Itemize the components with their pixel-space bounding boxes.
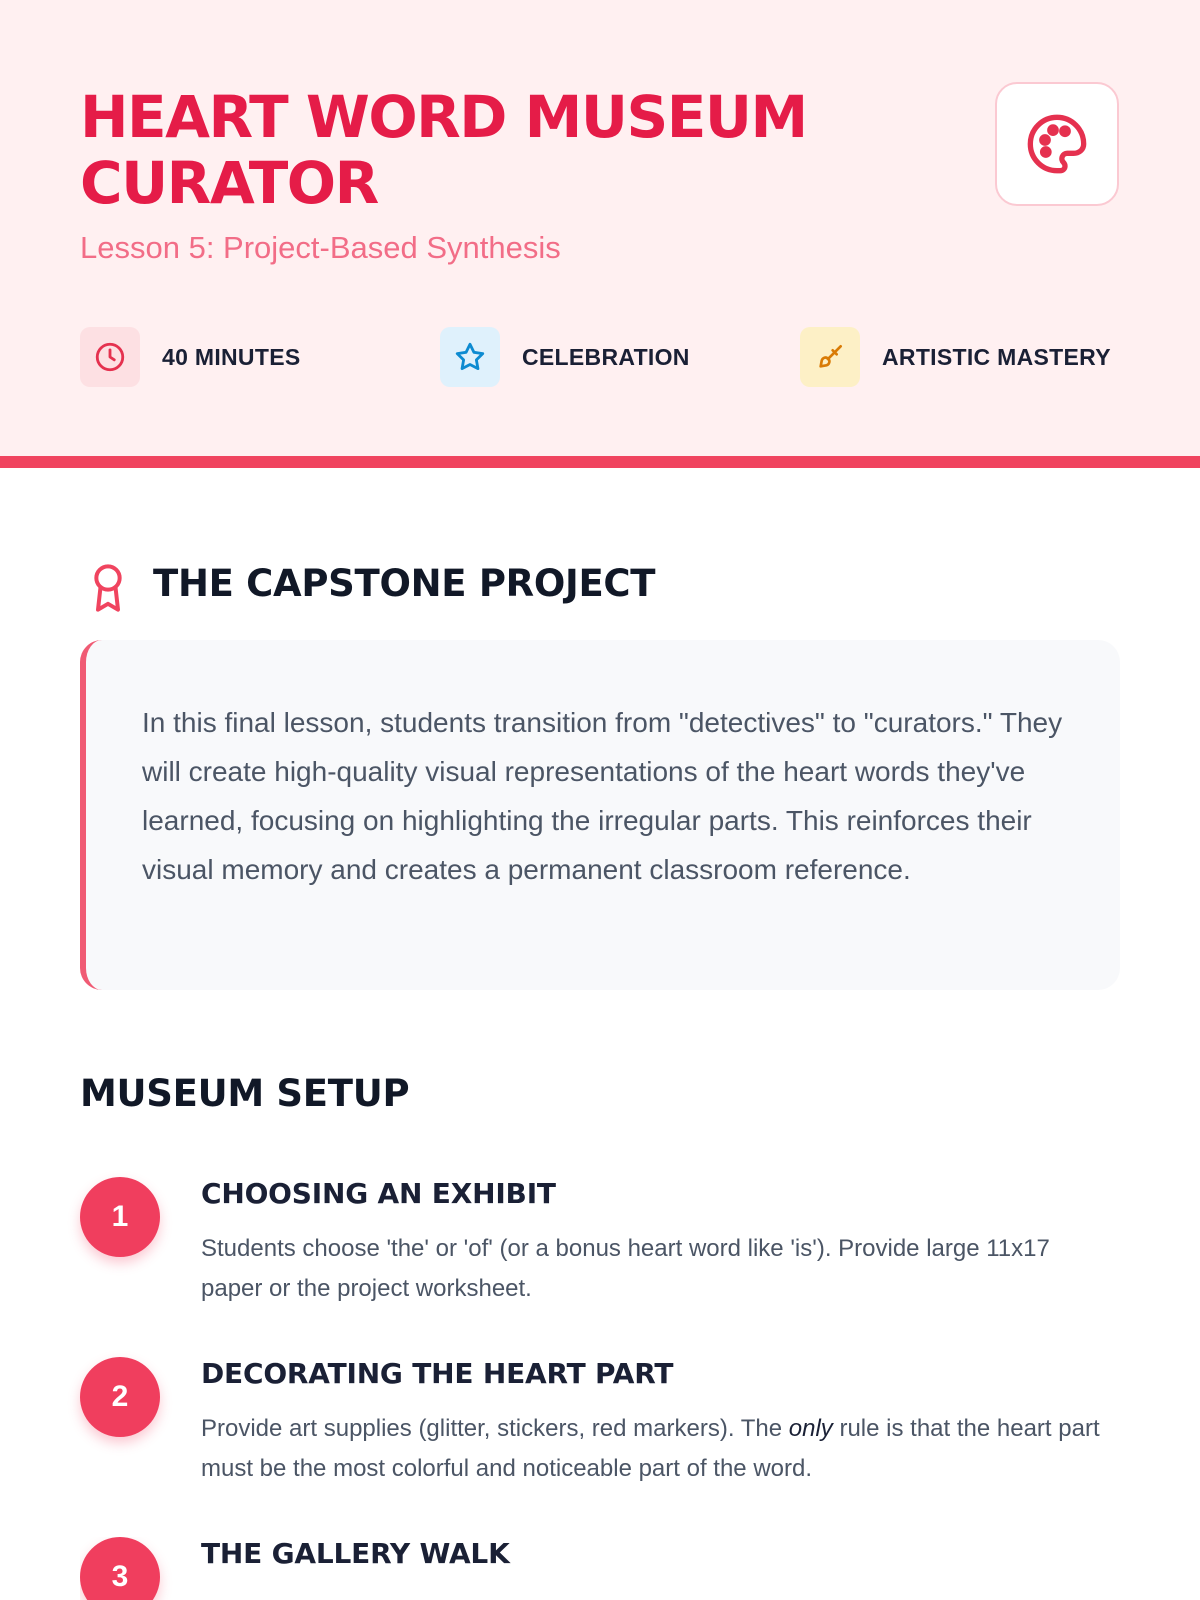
meta-mastery-label: ARTISTIC MASTERY <box>882 343 1111 370</box>
step-description-part: rule is that the heart part must be the most colorful and noticeable part of the word. <box>201 1415 1100 1482</box>
lesson-header <box>0 0 1200 468</box>
palette-icon <box>1025 112 1089 176</box>
step-description <box>201 1409 1101 1489</box>
step-number: 1 <box>80 1177 160 1257</box>
capstone-title: THE CAPSTONE PROJECT <box>153 562 656 605</box>
page-title: HEART WORD MUSEUM CURATOR <box>80 83 807 217</box>
step-item <box>80 1357 1120 1507</box>
step-description-part: Provide art supplies (glitter, stickers, red markers). The <box>201 1415 789 1442</box>
step-title: THE GALLERY WALK <box>201 1537 510 1570</box>
step-number: 2 <box>80 1357 160 1437</box>
step-description-emphasis: only <box>788 1415 833 1442</box>
step-title: DECORATING THE HEART PART <box>201 1357 674 1390</box>
paintbrush-icon <box>800 327 860 387</box>
ribbon-icon <box>88 562 128 614</box>
page-subtitle: Lesson 5: Project-Based Synthesis <box>80 230 561 265</box>
capstone-callout <box>80 640 1120 990</box>
star-icon <box>440 327 500 387</box>
step-item <box>80 1537 1120 1600</box>
palette-badge <box>995 82 1119 206</box>
step-description: Students choose 'the' or 'of' (or a bonus heart word like 'is'). Provide large 11x17 paper or the project worksheet. <box>201 1235 1050 1302</box>
capstone-body: In this final lesson, students transition from "detectives" to "curators." They will create high-quality visual representations of the heart words they've learned, focusing on highlighting the irregular parts. This reinforces their visual memory and creates a permanent classroom reference. <box>142 707 1063 885</box>
step-title: CHOOSING AN EXHIBIT <box>201 1177 556 1210</box>
meta-celebration <box>440 327 690 387</box>
meta-mastery <box>800 327 1111 387</box>
clock-icon <box>80 327 140 387</box>
step-item <box>80 1177 1120 1327</box>
meta-duration <box>80 327 300 387</box>
meta-celebration-label: CELEBRATION <box>522 343 690 370</box>
meta-duration-label: 40 MINUTES <box>162 343 301 370</box>
setup-title: MUSEUM SETUP <box>80 1072 410 1115</box>
step-number: 3 <box>80 1537 160 1600</box>
